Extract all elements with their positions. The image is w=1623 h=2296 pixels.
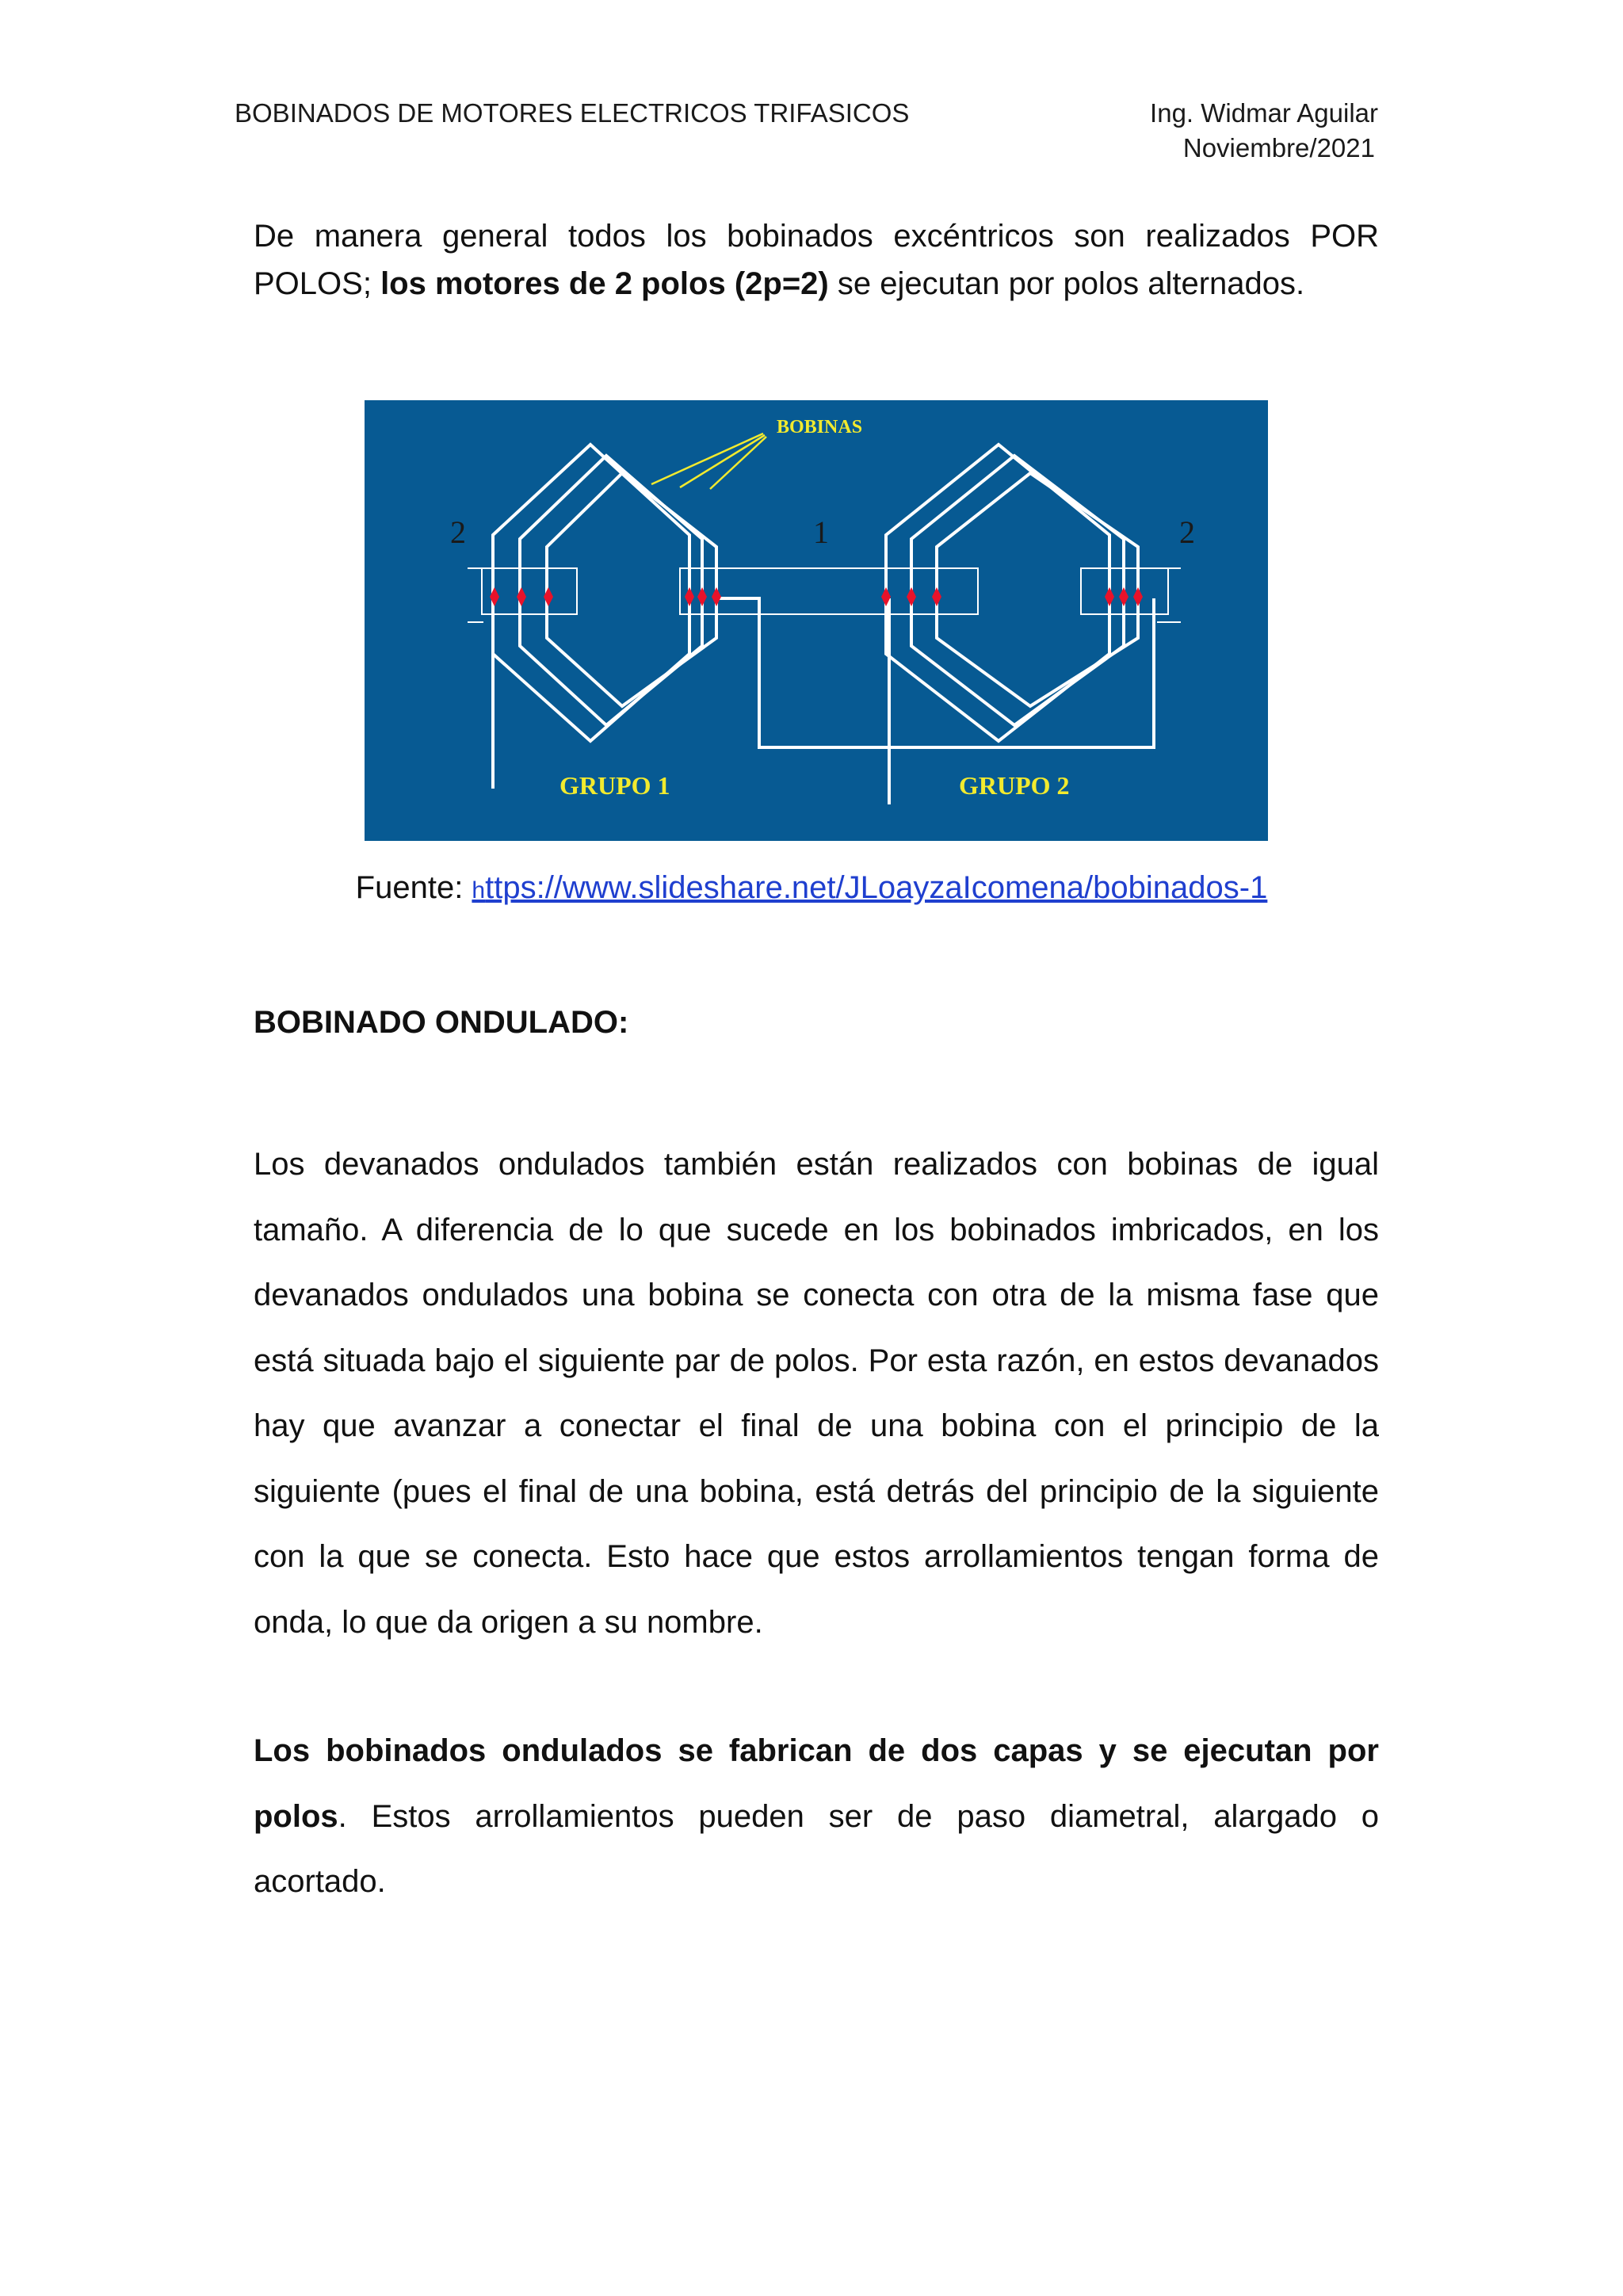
conductor-marker bbox=[1105, 587, 1114, 606]
source-link-rest: ttps://www.slideshare.net/JLoayzaIcomena/bobinados-1 bbox=[485, 870, 1268, 905]
conductor-marker bbox=[517, 587, 526, 606]
pole-box-center bbox=[680, 568, 978, 614]
header-date: Noviembre/2021 bbox=[1182, 133, 1375, 162]
label-group1: GRUPO 1 bbox=[559, 771, 670, 800]
coil-group2-inner bbox=[937, 473, 1138, 706]
ondulado-paragraph: Los devanados ondulados también están realizados con bobinas de igual tamaño. A diferencia de lo que sucede en los bobinados imbricados, en los devanados ondulados una bobina se conecta con otra de la misma fase que está situada bajo el siguiente par de polos. Por esta razón, en estos devanados hay que avanzar a conectar el final de una bobina con el principio de la siguiente (pues el final de una bobina, está detrás del principio de la siguiente con la que se conecta. Esto hace que estos arrollamientos tengan forma de onda, lo que da origen a su nombre. bbox=[254, 1147, 1379, 1640]
source-link-first: h bbox=[472, 877, 486, 904]
intro-bold: los motores de 2 polos (2p=2) bbox=[380, 266, 829, 301]
label-group2: GRUPO 2 bbox=[959, 771, 1070, 800]
conductor-marker bbox=[712, 587, 721, 606]
conductor-marker bbox=[697, 587, 707, 606]
intro-paragraph bbox=[254, 212, 1379, 308]
section-title: BOBINADO ONDULADO: bbox=[254, 1005, 629, 1040]
bobinas-arrow-2 bbox=[680, 435, 765, 487]
label-pole-left: 2 bbox=[450, 514, 466, 550]
conductor-marker bbox=[1133, 587, 1143, 606]
conductor-marker bbox=[907, 587, 916, 606]
summary-bold: Los bobinados ondulados se fabrican de dos capas y se ejecutan por polos bbox=[254, 1733, 1379, 1834]
conductor-marker bbox=[932, 587, 941, 606]
conductor-marker bbox=[685, 587, 694, 606]
ondulado-summary-paragraph bbox=[254, 1718, 1379, 1915]
source-link[interactable] bbox=[472, 870, 1267, 905]
label-pole-center: 1 bbox=[813, 514, 829, 550]
source-prefix: Fuente: bbox=[355, 870, 472, 905]
winding-diagram bbox=[365, 400, 1268, 841]
bobinas-arrow-1 bbox=[651, 434, 763, 484]
coil-group2-middle bbox=[911, 456, 1124, 725]
coil-group2-outer bbox=[886, 445, 1109, 741]
conductor-marker bbox=[544, 587, 553, 606]
intro-text-b: se ejecutan por polos alternados. bbox=[828, 266, 1305, 301]
label-pole-right: 2 bbox=[1179, 514, 1195, 550]
conductor-marker bbox=[1119, 587, 1128, 606]
header-author: Ing. Widmar Aguilar bbox=[1150, 98, 1378, 128]
winding-diagram-svg bbox=[365, 400, 1268, 841]
conductor-marker bbox=[490, 587, 499, 606]
intro-text-a: De manera general todos los bobinados excéntricos son realizados POR POLOS; bbox=[254, 219, 1379, 301]
label-bobinas: BOBINAS bbox=[777, 417, 863, 437]
header-title: BOBINADOS DE MOTORES ELECTRICOS TRIFASICOS bbox=[235, 98, 910, 128]
summary-text: . Estos arrollamientos pueden ser de paso diametral, alargado o acortado. bbox=[254, 1798, 1379, 1899]
figure-source bbox=[0, 870, 1623, 906]
